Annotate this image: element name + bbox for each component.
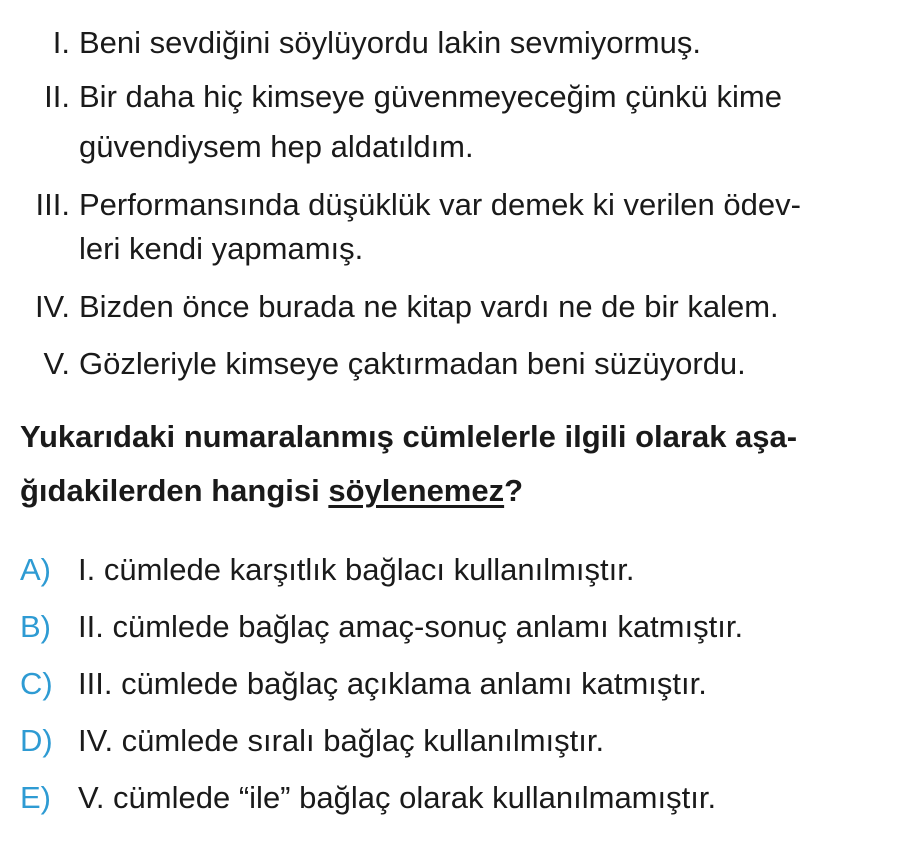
option-letter: C) (20, 666, 53, 701)
statement-number: III. (35, 187, 70, 222)
statement-text: güvendiysem hep aldatıldım. (79, 129, 474, 164)
question-suffix: ? (504, 473, 524, 508)
option-letter: D) (20, 723, 53, 758)
question-prefix: ğıdakilerden hangisi (20, 473, 329, 508)
option-d[interactable] (20, 712, 900, 769)
question-line-2 (20, 464, 900, 518)
option-a[interactable] (20, 541, 900, 598)
question-underlined-word: söylenemez (328, 473, 505, 508)
statement-text: Performansında düşüklük var demek ki verilen ödev- (79, 187, 801, 222)
statement-text: leri kendi yapmamış. (79, 231, 364, 266)
option-b[interactable] (20, 598, 900, 655)
option-letter: A) (20, 552, 51, 587)
question-stem (20, 410, 900, 518)
option-text: II. cümlede bağlaç amaç-sonuç anlamı katmıştır. (78, 609, 744, 644)
statement-number: II. (44, 79, 70, 114)
statement-text: Bizden önce burada ne kitap vardı ne de bir kalem. (79, 289, 779, 324)
statement-number: IV. (34, 289, 70, 324)
statement-number: I. (52, 25, 70, 60)
option-letter: E) (20, 780, 51, 815)
option-text: V. cümlede “ile” bağlaç olarak kullanılmamıştır. (78, 780, 717, 815)
option-text: I. cümlede karşıtlık bağlacı kullanılmıştır. (78, 552, 635, 587)
option-e[interactable] (20, 769, 900, 826)
statement-text: Bir daha hiç kimseye güvenmeyeceğim çünkü kime (79, 79, 782, 114)
statement-text: Beni sevdiğini söylüyordu lakin sevmiyormuş. (79, 25, 701, 60)
question-line-1: Yukarıdaki numaralanmış cümlelerle ilgili olarak aşa- (20, 419, 798, 454)
option-letter: B) (20, 609, 51, 644)
statement-text: Gözleriyle kimseye çaktırmadan beni süzüyordu. (79, 346, 746, 381)
option-c[interactable] (20, 655, 900, 712)
statement-number: V. (43, 346, 70, 381)
option-text: IV. cümlede sıralı bağlaç kullanılmıştır. (78, 723, 605, 758)
option-text: III. cümlede bağlaç açıklama anlamı katmıştır. (78, 666, 707, 701)
